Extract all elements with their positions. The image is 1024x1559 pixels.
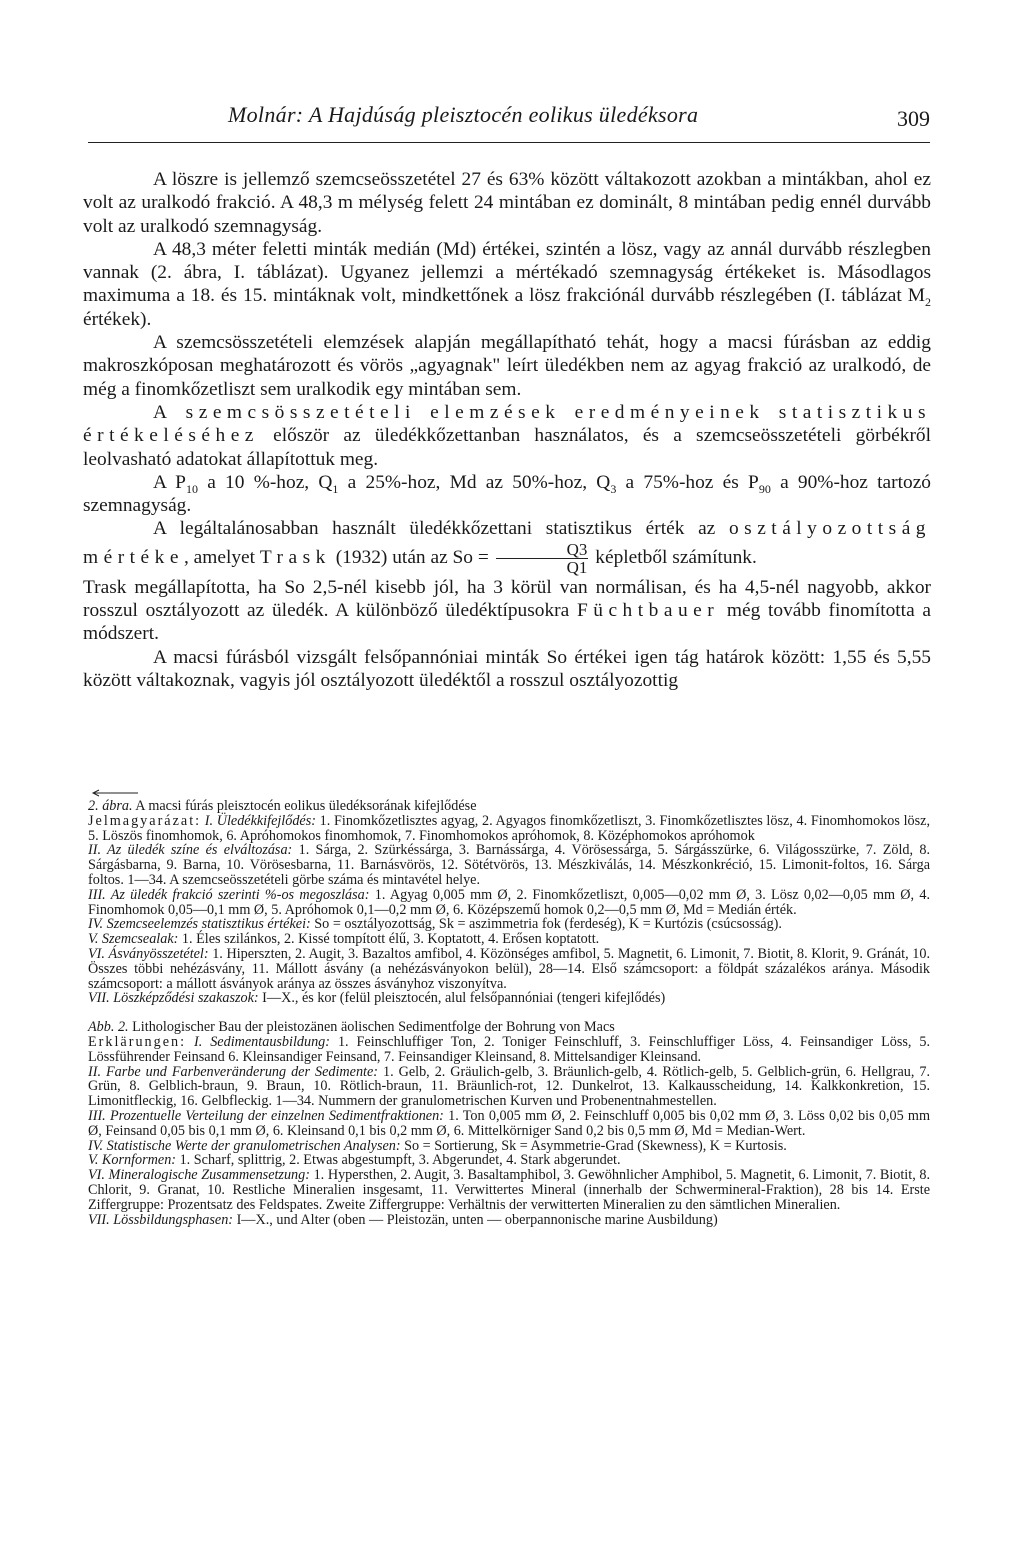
legend-item: Jelmagyarázat: I. Üledékkifejlődés: 1. Finomkőzetlisztes agyag, 2. Agyagos finomkőzetliszt, 3. Finomkőzetlisztes lösz, 4. Finomhomokos lösz, 5. Löszös finomhomok, 6. Apróhomokos finomhomok, 7. Finomhomokos apróhomok, 8. Középhomokos apróhomok (88, 812, 930, 844)
paragraph: A macsi fúrásból vizsgált felsőpannóniai minták So értékei igen tág határok között: 1,55 és 5,55 között váltakoznak, vagyis jól osztályozott üledéktől a rosszul osztályozottig (83, 646, 931, 691)
figure-caption (88, 799, 930, 1227)
caption-title: Abb. 2. Lithologischer Bau der pleistozänen äolischen Sedimentfolge der Bohrung von Macs (88, 1019, 615, 1036)
author-name: Trask (259, 546, 331, 568)
legend-item: II. Farbe und Farbenveränderung der Sedimente: 1. Gelb, 2. Gräulich-gelb, 3. Bräunlich-gelb, 4. Rötlich-gelb, 5. Gelblich-grün, 6. Hellgrau, 7. Grün, 8. Gelblich-braun, 9. Braun, 10. Rötlich-braun, 11. Bräunlich-rot, 12. Dunkelrot, 13. Kalkausscheidung, 14. Kalkkonkretion, 15. Limonitfleckig, 16. Gelbfleckig. 1—34. Nummern der granulometrischen Kurven und Probenentnahmestellen. (88, 1063, 931, 1110)
legend-item: V. Szemcsealak: 1. Éles szilánkos, 2. Kissé tompított élű, 3. Koptatott, 4. Erősen koptatott. (88, 931, 600, 948)
running-title: Molnár: A Hajdúság pleisztocén eolikus üledéksora (228, 102, 699, 127)
paragraph: A szemcsösszetételi elemzések eredményeinek statisztikus értékeléséhez először az üledékkőzettanban használatos, és a szemcseösszetételi görbékről leolvasható adatokat állapítottuk meg. (83, 401, 931, 470)
legend-item: V. Kornformen: 1. Scharf, splittrig, 2. Etwas abgestumpft, 3. Abgerundet, 4. Stark abgerundet. (88, 1152, 621, 1169)
legend-item: VI. Ásványösszetétel: 1. Hiperszten, 2. Augit, 3. Bazaltos amfibol, 4. Közönséges amfibol, 5. Magnetit, 6. Limonit, 7. Biotit, 8. Klorit, 9. Gránát, 10. Összes többi nehézásvány, 11. Mállott ásvány (a nehézásványokon belül), 28—14. Első számcsoport: a földpát százalékos aránya. Második számcsoport: a mállott ásványok aránya az összes ásványhoz viszonyítva. (88, 945, 930, 992)
paragraph: A szemcsösszetételi elemzések alapján megállapítható tehát, hogy a macsi fúrásban az eddig makroszkóposan meghatározott és vörös „agyagnak" leírt üledékben nem az agyag frakció az uralkodó, de még a finomkőzetliszt sem uralkodik egy mintában sem. (83, 332, 931, 400)
paragraph: A 48,3 méter feletti minták medián (Md) értékei, szintén a lösz, vagy az annál durvább részlegben vannak (2. ábra, I. táblázat). Ugyanez jellemzi a mértékadó szemnagyság értékeket is. Másodlagos maximuma a 18. és 15. mintáknak volt, mindkettőnek a lösz frakciónál durvább részlegében (I. táblázat $M_2$ értékek). (83, 238, 931, 330)
legend-item: VII. Lössbildungsphasen: I—X., und Alter (oben — Pleistozän, unten — oberpannonische marine Ausbildung) (88, 1211, 718, 1228)
legend-item: II. Az üledék színe és elváltozása: 1. Sárga, 2. Szürkéssárga, 3. Barnássárga, 4. Vörösessárga, 5. Sárgásszürke, 6. Világosszürke, 7. Zöld, 8. Sárgásbarna, 9. Barna, 10. Vörösesbarna, 11. Barnásvörös, 12. Sötétvörös, 13. Mészkiválás, 14. Mészkonkréció, 15. Limonit-foltos, 16. Sárga foltos. 1—34. A szemcseösszetételi görbe száma és mintavétel helye. (88, 842, 931, 888)
legend-item: IV. Szemcseelemzés statisztikus értékei: So = osztályozottság, Sk = aszimmetria fok (ferdeség), K = Kurtózis (csúcsosság). (88, 916, 782, 933)
legend-item: VI. Mineralogische Zusammensetzung: 1. Hypersthen, 2. Augit, 3. Basaltamphibol, 3. Gewöhnlicher Amphibol, 5. Magnetit, 6. Limonit, 7. Biotit, 8. Chlorit, 9. Granat, 10. Restliche Mineralien insgesamt, 11. Verwittertes Mineral (innerhalb der Schwermineral-Fraktion), 28 bis 14. Erste Ziffergruppe: Prozentsatz des Feldspates. Zweite Ziffergruppe: Verhältnis der verwitterten Mineralien zu den sämtlichen Mineralien. (88, 1167, 930, 1213)
footnote-arrow-icon (90, 788, 140, 798)
author-name: Füchtbauer (576, 600, 720, 622)
paragraph: A löszre is jellemző szemcseösszetétel 27 és 63% között váltakozott azokban a mintákban, ahol ez volt az uralkodó frakció. A 48,3 m mélység felett 24 mintában ez dominált, 8 mintában pedig ennél durvább volt az uralkodó szemnagyság. (83, 169, 931, 237)
main-text (83, 168, 931, 692)
spaced-emphasis: A szemcsösszetételi elemzések eredményeinek statisztikus értékeléséhez (83, 401, 931, 447)
paragraph: Trask megállapította, ha So 2,5-nél kisebb jól, ha 3 körül van normálisan, és ha 4,5-nél nagyobb, akkor rosszul osztályozott az üledék. A különböző üledéktípusokra Füchtbauer még tovább finomította a módszert. (83, 576, 932, 645)
legend-item: III. Az üledék frakció szerinti %-os megoszlása: 1. Agyag 0,005 mm Ø, 2. Finomkőzetliszt, 0,005—0,02 mm Ø, 3. Lösz 0,02—0,05 mm Ø, 4. Finomhomok 0,05—0,1 mm Ø, 5. Apróhomok 0,1—0,2 mm Ø, 6. Középszemű homok 0,2—0,5 mm Ø, Md = Medián érték. (88, 886, 930, 918)
page-header (88, 102, 930, 143)
legend-item: IV. Statistische Werte der granulometrischen Analysen: So = Sortierung, Sk = Asymmetrie-Grad (Skewness), K = Kurtosis. (88, 1137, 787, 1154)
spaced-emphasis: osztályozottság mértéke (83, 518, 931, 568)
legend-item: Erklärungen: I. Sedimentausbildung: 1. Feinschluffiger Ton, 2. Toniger Feinschluff, 3. Feinschluffiger Löss, 4. Feinsandiger Löss, 5. Lössführender Feinsand 6. Kleinsandiger Feinsand, 7. Feinsandiger Kleinsand, 8. Mittelsandiger Kleinsand. (88, 1033, 930, 1065)
caption-title: 2. ábra. A macsi fúrás pleisztocén eolikus üledéksorának kifejlődése (88, 798, 477, 814)
page-number: 309 (897, 106, 930, 131)
legend-item: VII. Löszképződési szakaszok: I—X., és kor (felül pleisztocén, alul felsőpannóniai (tengeri kifejlődés) (88, 990, 666, 1007)
so-formula: $\frac{Q3}{Q1}$ (496, 541, 589, 576)
paragraph: A legáltalánosabban használt üledékkőzettani statisztikus érték az osztályozottság mértéke, amelyet Trask (1932) után az So = $\frac{Q3}{Q1}$ képletből számítunk. (83, 518, 931, 577)
legend-item: III. Prozentuelle Verteilung der einzelnen Sedimentfraktionen: 1. Ton 0,005 mm Ø, 2. Feinschluff 0,005 bis 0,02 mm Ø, 3. Löss 0,02 bis 0,05 mm Ø, Feinsand 0,05 bis 0,1 mm Ø, 6. Kleinsand 0,1 bis 0,2 mm Ø, 6. Mittelkörniger Sand 0,2 bis 0,5 mm Ø, Md = Median-Wert. (88, 1107, 930, 1139)
paragraph: A $P_{10}$ a 10 %-hoz, $Q_1$ a 25%-hoz, Md az 50%-hoz, $Q_3$ a 75%-hoz és $P_{90}$ a 90%-hoz tartozó szemnagyság. (83, 471, 931, 517)
